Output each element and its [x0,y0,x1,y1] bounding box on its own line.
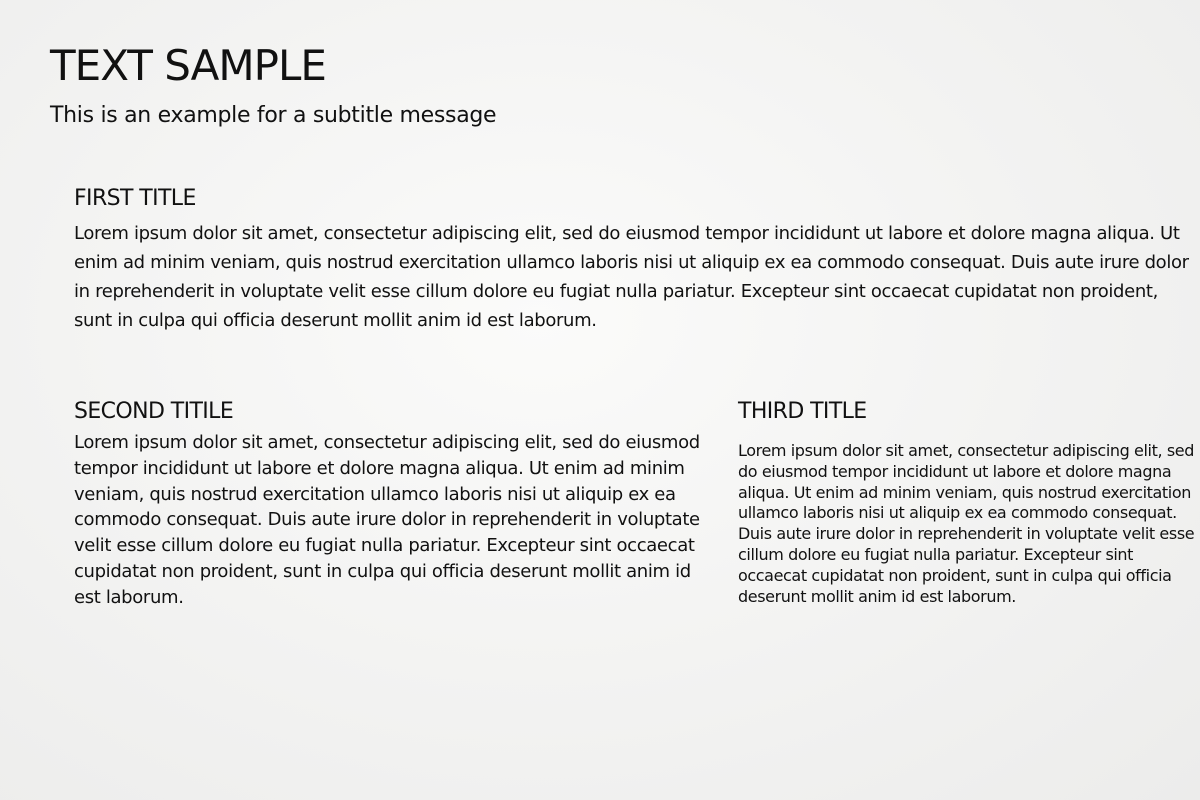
page-subtitle: This is an example for a subtitle message [50,103,497,128]
third-section-body: Lorem ipsum dolor sit amet, consectetur adipiscing elit, sed do eiusmod tempor incididunt ut labore et dolore magna aliqua. Ut enim ad minim veniam, quis nostrud exercitation ullamco laboris nisi ut aliquip ex ea commodo consequat. Duis aute irure dolor in reprehenderit in voluptate velit esse cillum dolore eu fugiat nulla pariatur. Excepteur sint occaecat cupidatat non proident, sunt in culpa qui officia deserunt mollit anim id est laborum. [738,441,1195,606]
third-section-title: THIRD TITLE [738,399,867,424]
second-section-title: SECOND TITILE [74,399,234,424]
first-section-body: Lorem ipsum dolor sit amet, consectetur adipiscing elit, sed do eiusmod tempor incididunt ut labore et dolore magna aliqua. Ut enim ad minim veniam, quis nostrud exercitation ullamco laboris nisi ut aliquip ex ea commodo consequat. Duis aute irure dolor in reprehenderit in voluptate velit esse cillum dolore eu fugiat nulla pariatur. Excepteur sint occaecat cupidatat non proident, sunt in culpa qui officia deserunt mollit anim id est laborum. [74,223,1189,331]
first-section-title: FIRST TITLE [74,186,196,211]
second-section-body: Lorem ipsum dolor sit amet, consectetur adipiscing elit, sed do eiusmod tempor incididunt ut labore et dolore magna aliqua. Ut enim ad minim veniam, quis nostrud exercitation ullamco laboris nisi ut aliquip ex ea commodo consequat. Duis aute irure dolor in reprehenderit in voluptate velit esse cillum dolore eu fugiat nulla pariatur. Excepteur sint occaecat cupidatat non proident, sunt in culpa qui officia deserunt mollit anim id est laborum. [74,432,700,608]
page-title: TEXT SAMPLE [50,41,326,90]
